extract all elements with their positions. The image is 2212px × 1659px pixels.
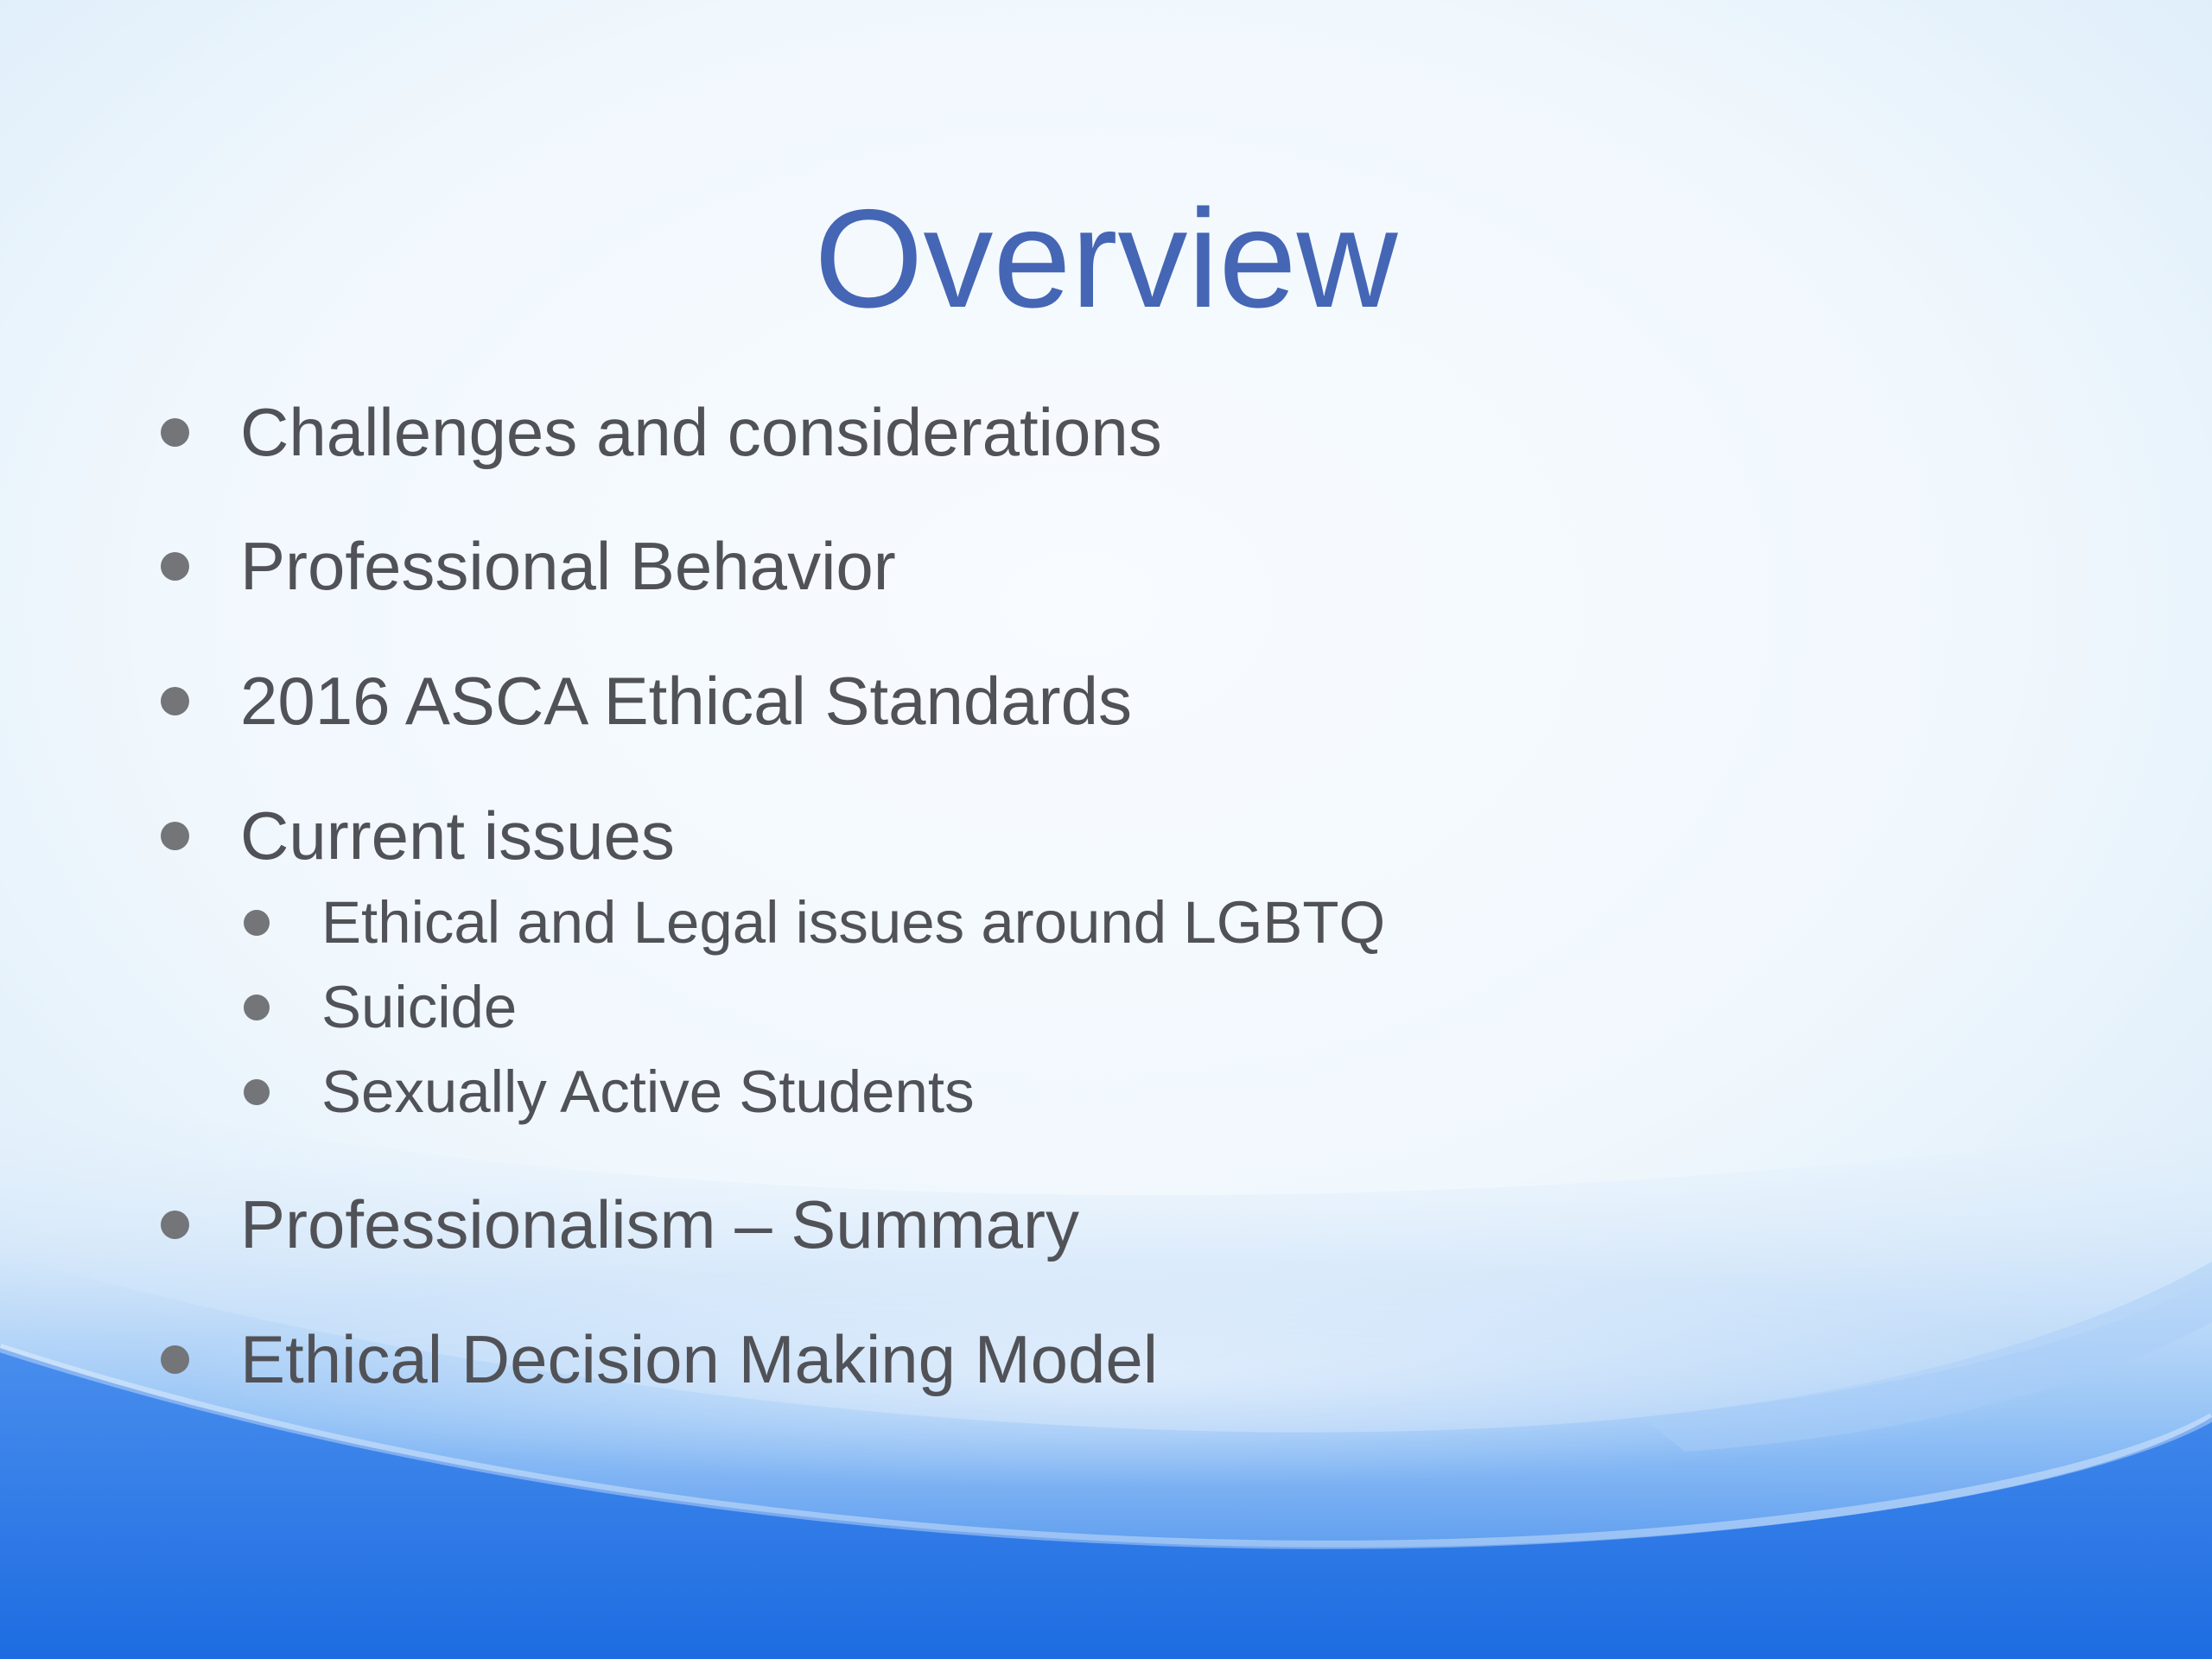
bullet-text: Professionalism – Summary [240, 1186, 1079, 1262]
bullet-dot-icon [161, 418, 189, 447]
bullet-text: Professional Behavior [240, 528, 896, 604]
bullet-dot-icon [161, 1345, 189, 1374]
bullet-text: Ethical Decision Making Model [240, 1321, 1159, 1397]
bullet-dot-icon [244, 910, 270, 936]
bullet-text: 2016 ASCA Ethical Standards [240, 663, 1133, 739]
sub-bullet-text: Sexually Active Students [321, 1058, 975, 1125]
bullet-text: Current issues [240, 798, 675, 874]
bullet-dot-icon [161, 552, 189, 581]
bullet-dot-icon [244, 995, 270, 1020]
slide-title: Overview [814, 181, 1398, 337]
sub-bullet-text: Ethical and Legal issues around LGBTQ [321, 889, 1386, 956]
sub-bullet-text: Suicide [321, 974, 518, 1040]
bullet-dot-icon [244, 1079, 270, 1105]
bullet-dot-icon [161, 1211, 189, 1239]
bullet-dot-icon [161, 822, 189, 850]
bullet-dot-icon [161, 687, 189, 715]
bullet-text: Challenges and considerations [240, 394, 1162, 470]
